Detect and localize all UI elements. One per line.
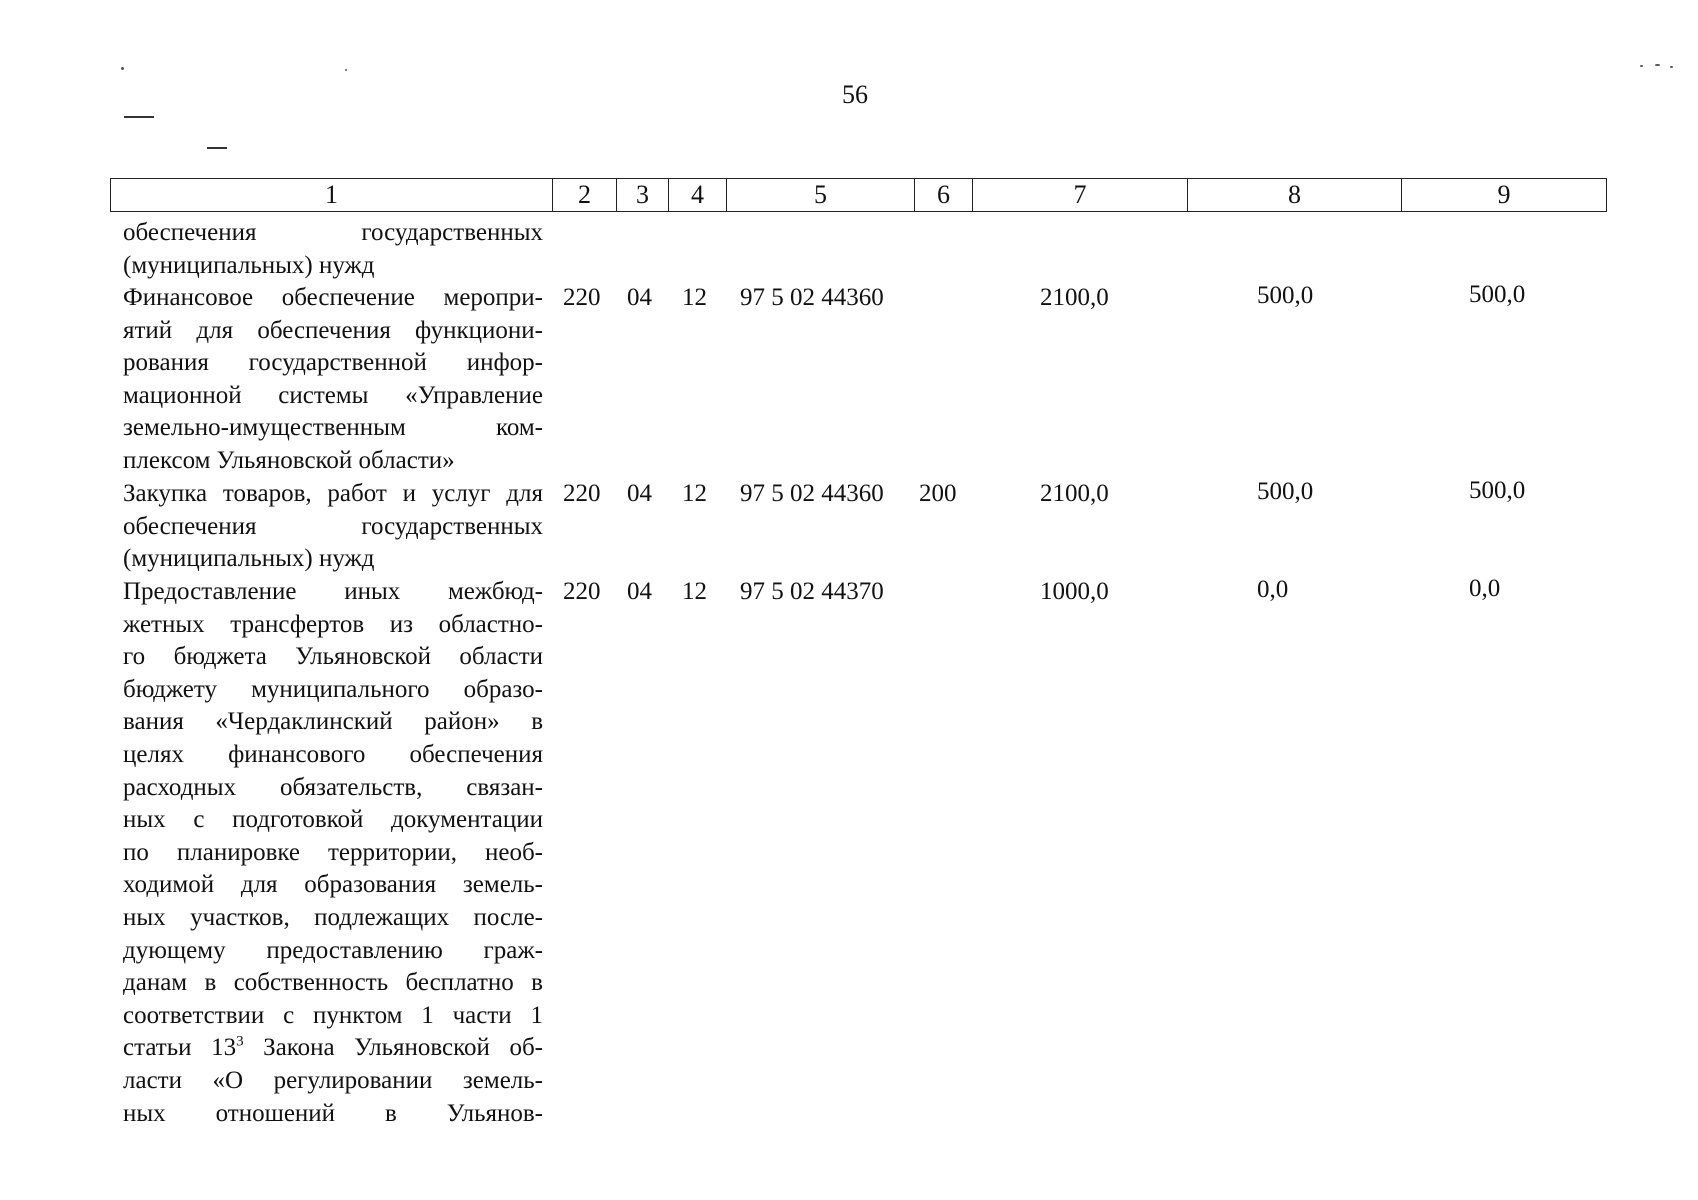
row-cell-col8: 0,0 (1257, 576, 1289, 603)
scan-mark (124, 116, 154, 118)
description-line: ных отношений в Ульянов- (123, 1099, 543, 1127)
description-line: по планировке территории, необ- (123, 838, 543, 866)
description-line: (муниципальных) нужд (123, 545, 375, 573)
description-line: земельно-имущественным ком- (123, 414, 543, 442)
description-line (123, 1032, 543, 1065)
header-col-9: 9 (1402, 179, 1607, 212)
description-line: обеспечения государственных (123, 219, 543, 246)
row-cell-col5: 97 5 02 44360 (740, 480, 884, 507)
row-cell-col3: 04 (627, 578, 652, 605)
row-description (123, 576, 543, 1130)
header-col-3: 3 (617, 179, 669, 212)
description-line: ласти «О регулировании земель- (123, 1066, 543, 1094)
description-line: рования государственной инфор- (123, 349, 543, 377)
header-col-1: 1 (111, 179, 553, 212)
description-line: бюджету муниципального образо- (123, 675, 543, 703)
row-cell-col4: 12 (682, 578, 707, 605)
row-cell-col5: 97 5 02 44370 (740, 578, 884, 605)
row-cell-col9: 500,0 (1469, 477, 1526, 504)
header-col-7: 7 (973, 179, 1188, 212)
header-col-8: 8 (1188, 179, 1402, 212)
row-cell-col2: 220 (563, 284, 601, 311)
description-line-part: статьи 13 (123, 1034, 237, 1062)
row-description (123, 478, 543, 576)
description-line: соответствии с пунктом 1 части 1 (123, 1001, 543, 1029)
header-col-6: 6 (915, 179, 973, 212)
description-line: ятий для обеспечения функциони- (123, 316, 543, 344)
description-line-part: Закона Ульяновской об- (243, 1034, 543, 1062)
row-cell-col7: 1000,0 (1040, 578, 1109, 605)
superscript: 3 (236, 1033, 244, 1050)
description-line: жетных трансфертов из областно- (123, 610, 543, 638)
row-description (123, 282, 543, 478)
description-line: ных с подготовкой документации (123, 806, 543, 834)
description-line: (муниципальных) нужд (123, 251, 375, 279)
description-line: Предоставление иных межбюд- (123, 578, 543, 605)
description-line: го бюджета Ульяновской области (123, 643, 543, 671)
page-number: 56 (842, 80, 868, 109)
description-line: плексом Ульяновской области» (123, 446, 455, 474)
row-cell-col4: 12 (682, 284, 707, 311)
scan-speck (345, 69, 347, 71)
description-line: целях финансового обеспечения (123, 740, 543, 768)
description-line: расходных обязательств, связан- (123, 773, 543, 801)
description-line: Финансовое обеспечение меропри- (123, 284, 543, 311)
row-cell-col7: 2100,0 (1040, 480, 1109, 507)
row-cell-col8: 500,0 (1257, 282, 1314, 309)
description-line: дующему предоставлению граж- (123, 936, 543, 964)
scan-speck (1670, 66, 1673, 68)
description-line: обеспечения государственных (123, 512, 543, 540)
scan-speck (1655, 64, 1660, 66)
row-cell-col5: 97 5 02 44360 (740, 284, 884, 311)
row-cell-col8: 500,0 (1257, 478, 1314, 505)
header-col-2: 2 (553, 179, 617, 212)
scan-mark (207, 147, 227, 149)
description-line: мационной системы «Управление (123, 381, 543, 409)
table-header (110, 178, 1607, 212)
row-cell-col2: 220 (563, 578, 601, 605)
description-line: ных участков, подлежащих после- (123, 903, 543, 931)
row-cell-col3: 04 (627, 480, 652, 507)
description-line: Закупка товаров, работ и услуг для (123, 480, 543, 507)
row-cell-col9: 0,0 (1469, 575, 1501, 602)
header-col-5: 5 (727, 179, 915, 212)
row-description (123, 217, 543, 282)
scan-speck (121, 67, 124, 70)
description-line: ходимой для образования земель- (123, 871, 543, 899)
row-cell-col9: 500,0 (1469, 281, 1526, 308)
row-cell-col4: 12 (682, 480, 707, 507)
row-cell-col3: 04 (627, 284, 652, 311)
scan-speck (1640, 65, 1643, 67)
row-cell-col7: 2100,0 (1040, 284, 1109, 311)
description-line: данам в собственность бесплатно в (123, 969, 543, 997)
header-col-4: 4 (669, 179, 727, 212)
row-cell-col6: 200 (919, 480, 957, 507)
row-cell-col2: 220 (563, 480, 601, 507)
description-line: вания «Чердаклинский район» в (123, 708, 543, 736)
